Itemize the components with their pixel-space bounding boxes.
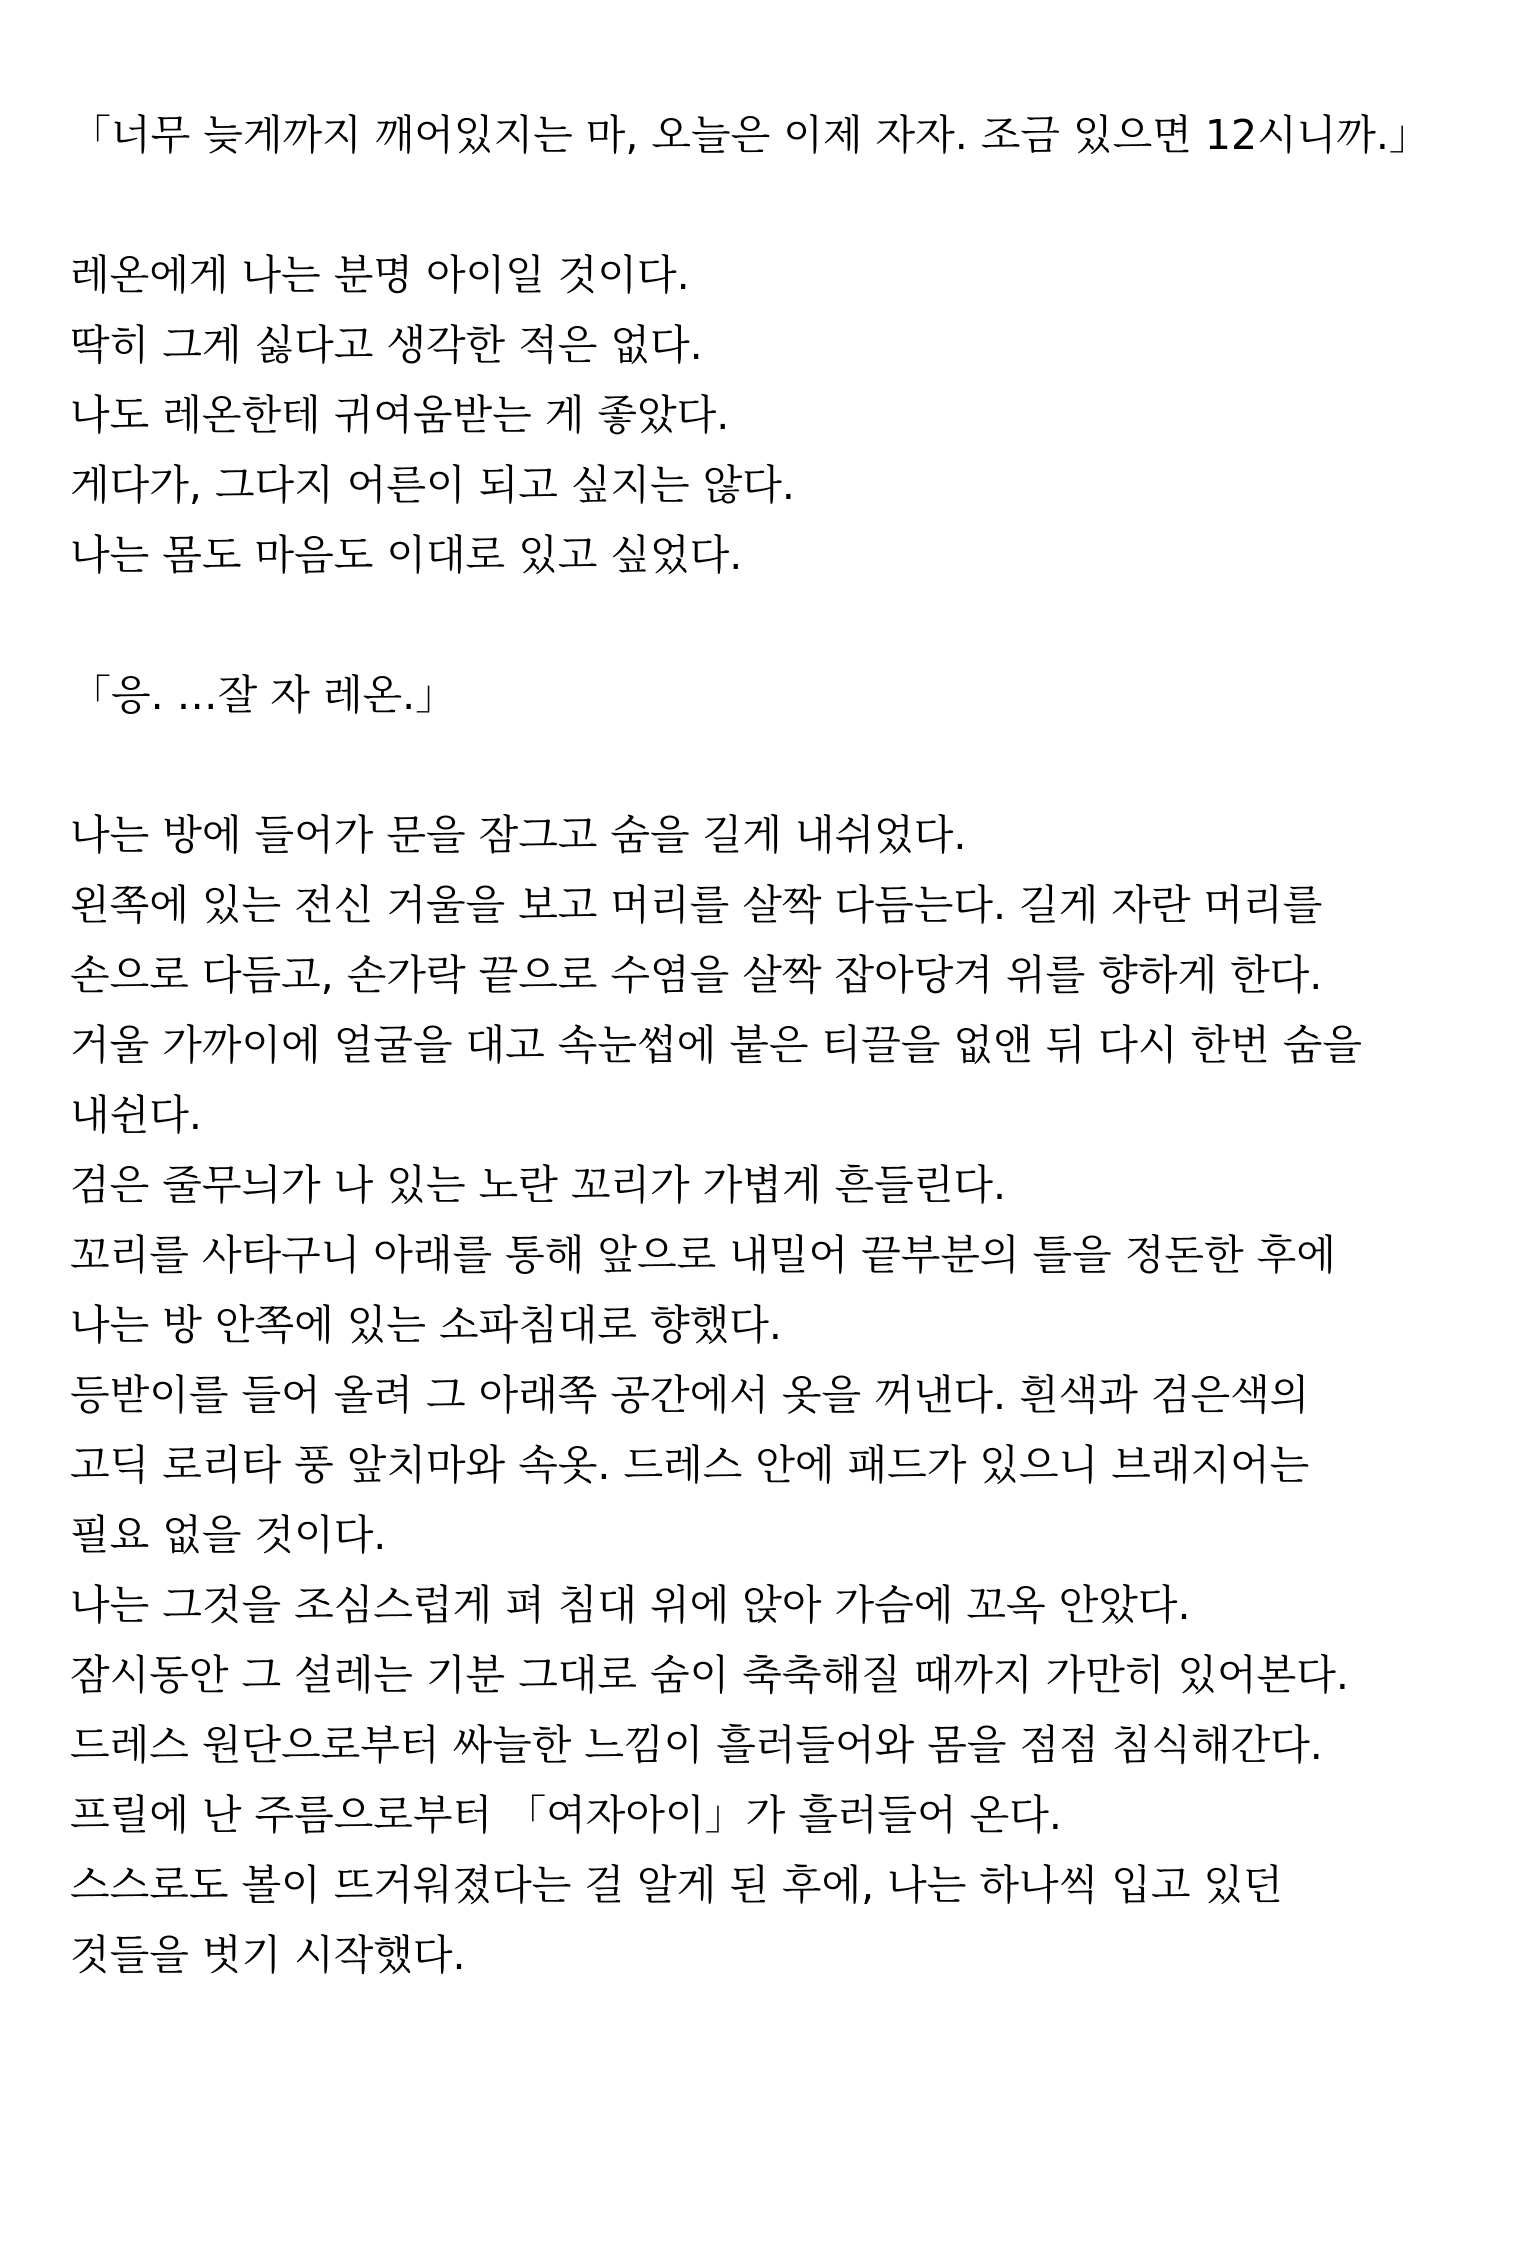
text-line: 나도 레온한테 귀여움받는 게 좋았다. xyxy=(70,391,730,439)
text-line: 내쉰다. xyxy=(70,1091,202,1139)
text-line: 나는 그것을 조심스럽게 펴 침대 위에 앉아 가슴에 꼬옥 안았다. xyxy=(70,1581,1191,1629)
text-line: 게다가, 그다지 어른이 되고 싶지는 않다. xyxy=(70,461,795,509)
text-line: 필요 없을 것이다. xyxy=(70,1511,387,1559)
text-line: 고딕 로리타 풍 앞치마와 속옷. 드레스 안에 패드가 있으니 브래지어는 xyxy=(70,1441,1310,1489)
paragraph-break xyxy=(70,590,1490,660)
text-line: 손으로 다듬고, 손가락 끝으로 수염을 살짝 잡아당겨 위를 향하게 한다. xyxy=(70,951,1323,999)
paragraph-break xyxy=(70,730,1490,800)
text-line: 나는 방 안쪽에 있는 소파침대로 향했다. xyxy=(70,1301,782,1349)
dialogue-line-reply: 「응. …잘 자 레온.」 xyxy=(70,671,457,719)
text-line: 검은 줄무늬가 나 있는 노란 꼬리가 가볍게 흔들린다. xyxy=(70,1161,1006,1209)
text-line: 딱히 그게 싫다고 생각한 적은 없다. xyxy=(70,321,703,369)
text-line: 등받이를 들어 올려 그 아래쪽 공간에서 옷을 꺼낸다. 흰색과 검은색의 xyxy=(70,1371,1310,1419)
dialogue-line-leon: 「너무 늦게까지 깨어있지는 마, 오늘은 이제 자자. 조금 있으면 12시니까.」 xyxy=(70,111,1430,159)
text-line: 드레스 원단으로부터 싸늘한 느낌이 흘러들어와 몸을 점점 침식해간다. xyxy=(70,1721,1323,1769)
text-line: 나는 방에 들어가 문을 잠그고 숨을 길게 내쉬었다. xyxy=(70,811,967,859)
text-line: 프릴에 난 주름으로부터 「여자아이」가 흘러들어 온다. xyxy=(70,1791,1062,1839)
text-line: 레온에게 나는 분명 아이일 것이다. xyxy=(70,251,690,299)
text-line: 것들을 벗기 시작했다. xyxy=(70,1931,466,1979)
text-line: 왼쪽에 있는 전신 거울을 보고 머리를 살짝 다듬는다. 길게 자란 머리를 xyxy=(70,881,1323,929)
text-line: 꼬리를 사타구니 아래를 통해 앞으로 내밀어 끝부분의 틀을 정돈한 후에 xyxy=(70,1231,1336,1279)
text-line: 나는 몸도 마음도 이대로 있고 싶었다. xyxy=(70,531,743,579)
text-line: 잠시동안 그 설레는 기분 그대로 숨이 축축해질 때까지 가만히 있어본다. xyxy=(70,1651,1349,1699)
text-line: 거울 가까이에 얼굴을 대고 속눈썹에 붙은 티끌을 없앤 뒤 다시 한번 숨을 xyxy=(70,1021,1362,1069)
paragraph-break xyxy=(70,170,1490,240)
story-text xyxy=(70,100,1490,1990)
text-line: 스스로도 볼이 뜨거워졌다는 걸 알게 된 후에, 나는 하나씩 입고 있던 xyxy=(70,1861,1283,1909)
